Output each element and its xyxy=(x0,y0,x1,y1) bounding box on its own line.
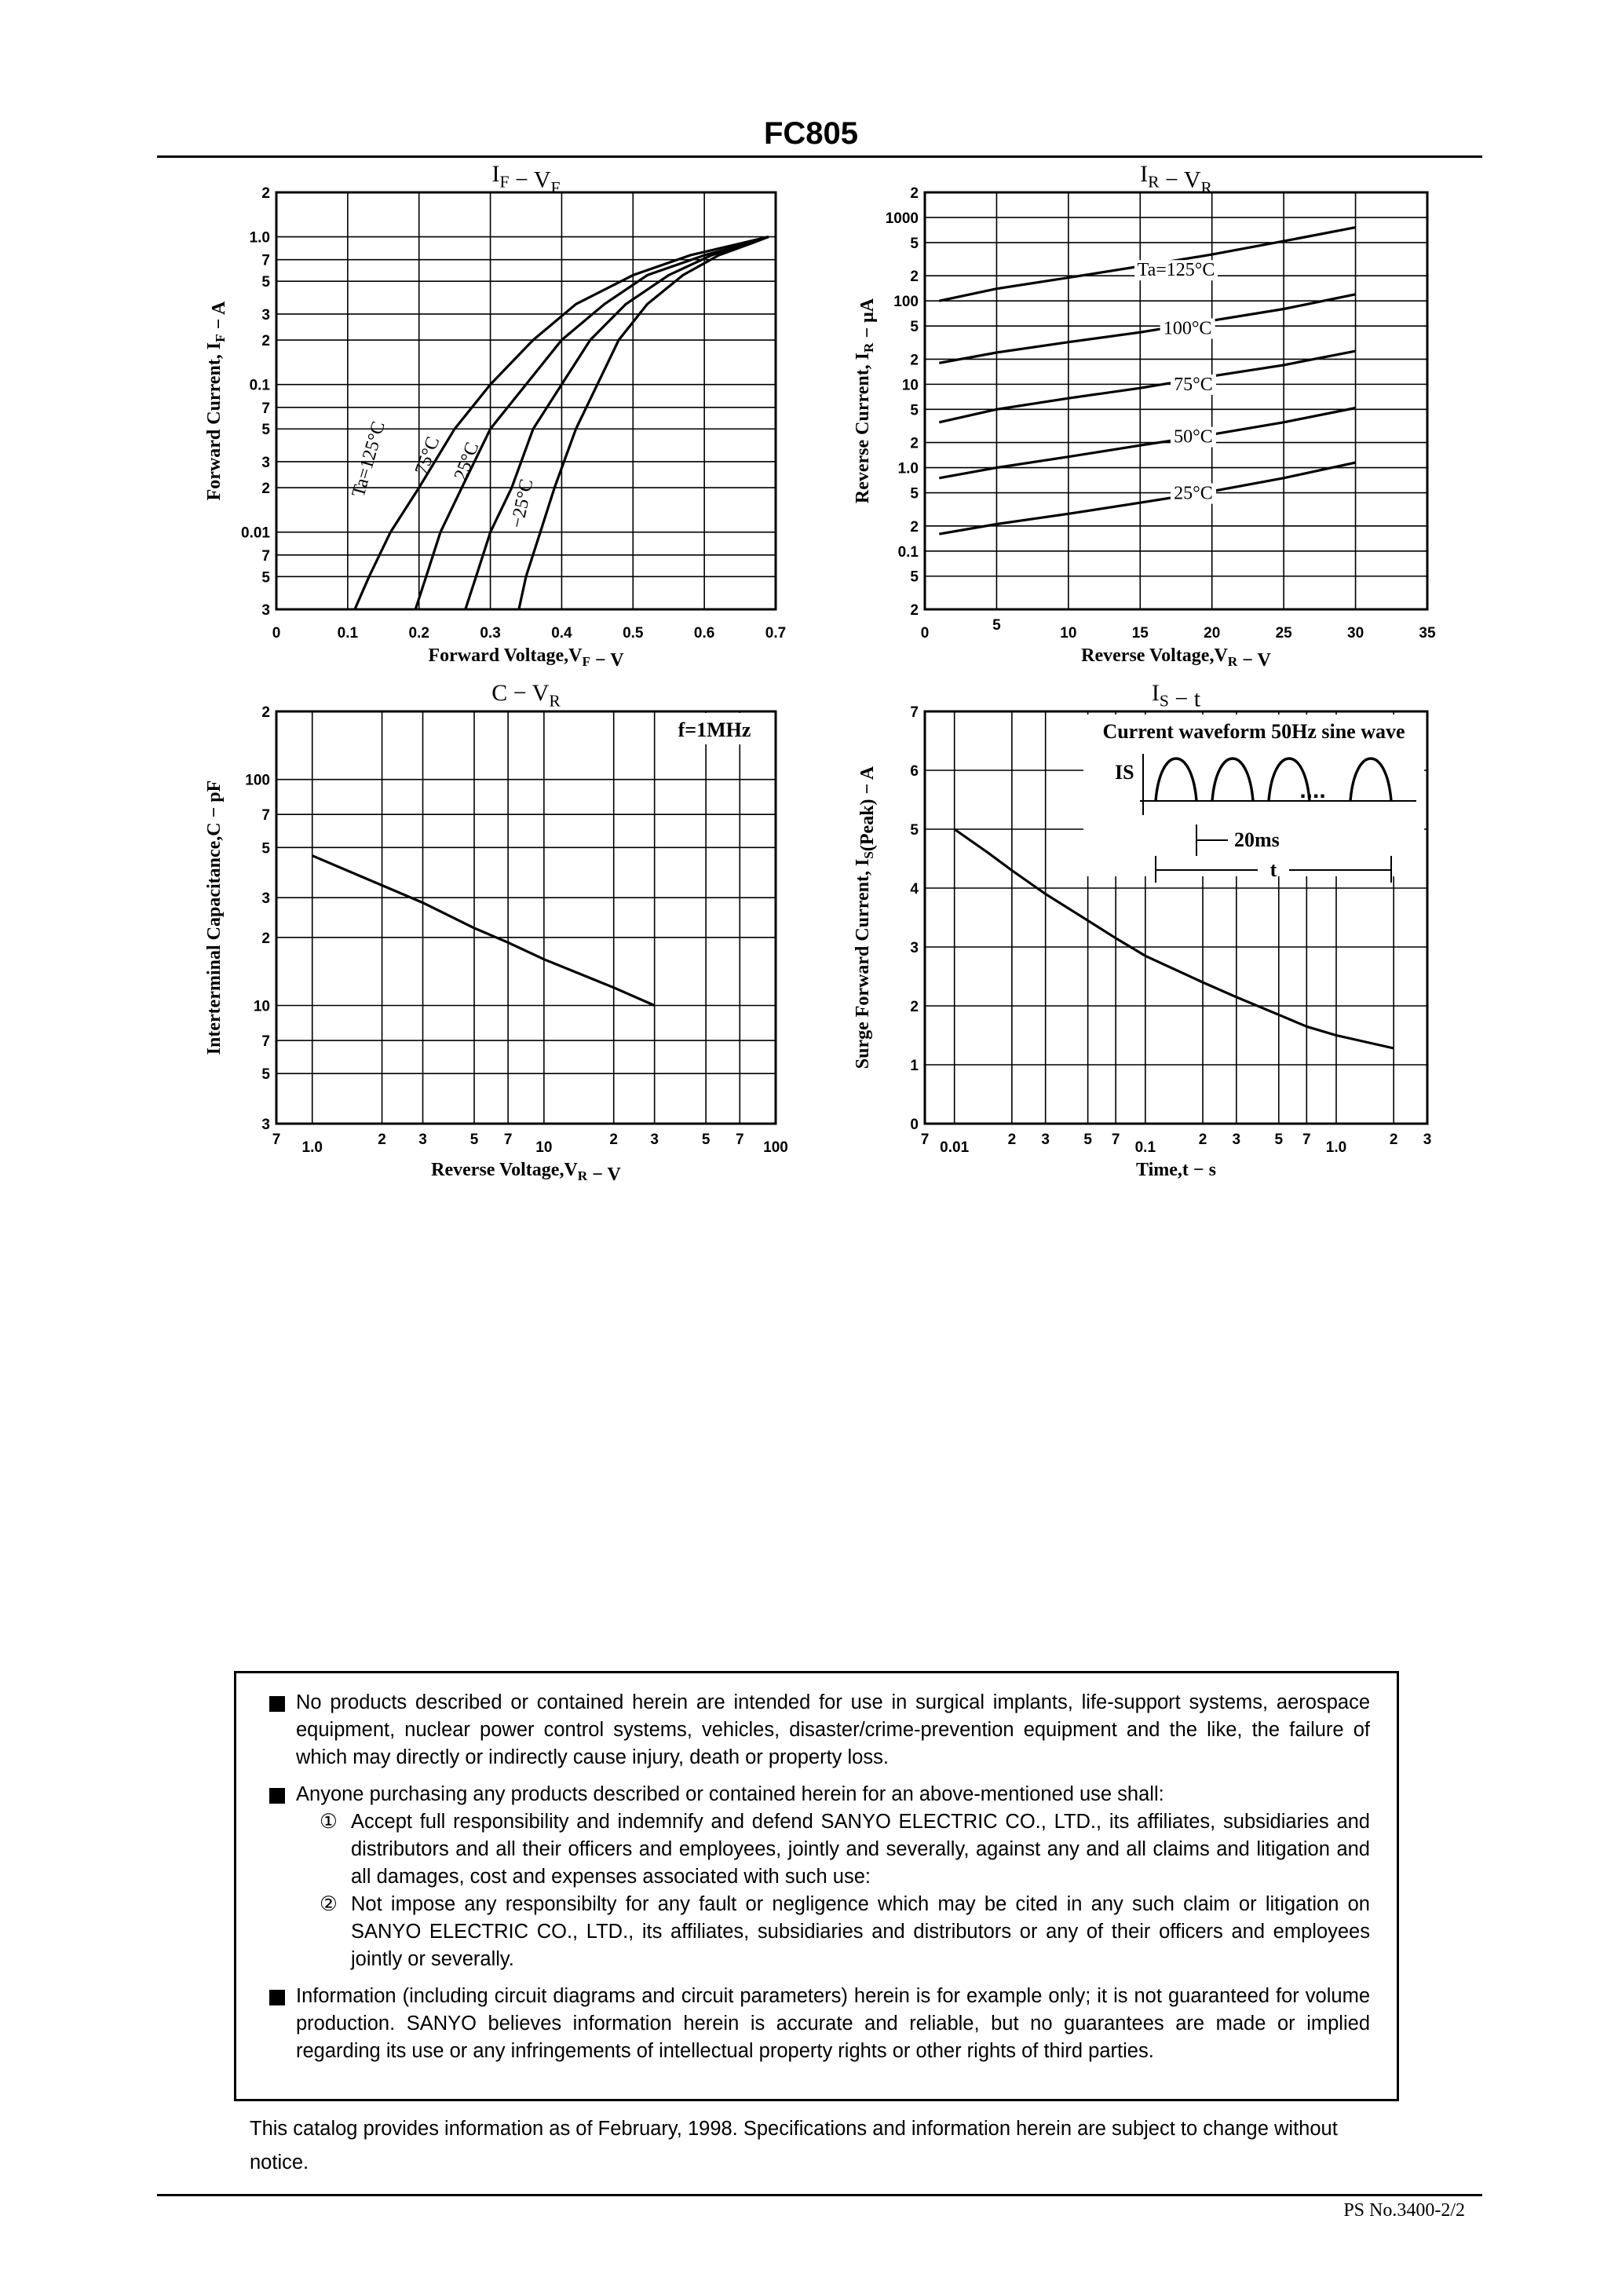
ir-vr-y-tick-label: 5 xyxy=(910,569,919,586)
if-vf-x-tick-label: 0.7 xyxy=(765,625,787,642)
is-t-y-axis-label: Surge Forward Current, $I_S(Peak) - A$ xyxy=(853,766,878,1069)
c-vr-chart-title: $C - V_R$ xyxy=(491,680,561,711)
c-vr-y-tick-label: 5 xyxy=(261,840,270,857)
if-vf-y-tick-label: 3 xyxy=(261,602,270,619)
ir-vr-x-tick-label: 0 xyxy=(920,625,930,642)
is-t-x-tick-label: 1.0 xyxy=(1325,1139,1347,1156)
if-vf-y-tick-label: 5 xyxy=(261,274,270,291)
c-vr-x-tick-label: 3 xyxy=(650,1132,659,1148)
if-vf-x-tick-label: 0.3 xyxy=(480,625,501,642)
ir-vr-series-label: Ta=125°C xyxy=(1137,260,1215,281)
is-t-x-tick-label: 2 xyxy=(1198,1132,1207,1148)
if-vf-x-axis-label: Forward $Voltage,V_F - V$ xyxy=(428,645,624,671)
is-t-x-tick-label: 3 xyxy=(1041,1132,1050,1148)
if-vf-y-tick-label: 5 xyxy=(261,422,270,439)
square-bullet-icon xyxy=(269,1696,285,1712)
ir-vr-y-tick-label: 1.0 xyxy=(897,460,919,477)
is-t-x-tick-label: 2 xyxy=(1007,1132,1017,1148)
catalog-date-note: This catalog provides information as of February, 1998. Specifications and information herein are subject to change without notice. xyxy=(250,2118,1338,2174)
ir-vr-series-line xyxy=(939,294,1355,364)
c-vr-y-axis-label: Interterminal Capacitance,C − pF xyxy=(204,780,225,1055)
if-vf-series-label: 25°C xyxy=(450,439,484,484)
disclaimer-text-1: No products described or contained herein are intended for use in surgical implants, life-support systems, aerospace equipment, nuclear power control systems, vehicles, disaster/crime-prevention equipment and the like, the failure of which may directly or indirectly cause injury, death or property loss. xyxy=(296,1691,1370,1768)
ir-vr-y-tick-label: 10 xyxy=(901,377,919,394)
if-vf-y-tick-label: 7 xyxy=(261,252,270,269)
ir-vr-series-label: 100°C xyxy=(1163,318,1212,339)
c-vr-x-tick-label: 7 xyxy=(735,1132,744,1148)
if-vf-y-tick-label: 0.1 xyxy=(249,377,270,394)
disclaimer-item-2 xyxy=(296,1891,1370,1973)
is-t-x-tick-label: 7 xyxy=(1302,1132,1311,1148)
if-vf-series-label: 75°C xyxy=(411,433,444,478)
ir-vr-y-tick-label: 5 xyxy=(910,235,919,252)
if-vf-series-label: Ta=125°C xyxy=(348,419,389,500)
c-vr-x-tick-label: 10 xyxy=(535,1139,553,1156)
ir-vr-y-tick-label: 2 xyxy=(910,352,919,369)
c-vr-y-tick-label: 5 xyxy=(261,1066,270,1084)
ir-vr-x-tick-label: 35 xyxy=(1419,625,1436,642)
ir-vr-x-tick-label: 20 xyxy=(1204,625,1221,642)
disclaimer-paragraph-2 xyxy=(269,1781,1370,1973)
c-vr-x-tick-label: 100 xyxy=(763,1139,788,1156)
disclaimer-text-3: Information (including circuit diagrams and circuit parameters) herein is for example only; it is not guaranteed for volume production. SANYO believes information herein is accurate and reliable, but no guarantees are made or implied regarding its use or any infringements of intellectual property rights or other rights of third parties. xyxy=(296,1985,1370,2062)
page-number: PS No.3400-2/2 xyxy=(1343,2200,1465,2221)
c-vr-y-tick-label: 2 xyxy=(261,704,270,721)
is-t-y-tick-label: 7 xyxy=(910,704,919,721)
c-vr-plot-frame xyxy=(276,711,776,1124)
t-label: t xyxy=(1269,858,1277,881)
ir-vr-y-axis-label: Reverse Current, $I_R - \mu A$ xyxy=(853,298,878,504)
is-t-y-tick-label: 3 xyxy=(910,940,919,956)
if-vf-x-tick-label: 0.1 xyxy=(337,625,359,642)
c-vr-x-tick-label: 7 xyxy=(272,1132,281,1148)
disclaimer-paragraph-3 xyxy=(269,1983,1370,2065)
if-vf-y-tick-label: 2 xyxy=(261,333,270,350)
ir-vr-plot-frame xyxy=(925,192,1427,609)
c-vr-x-tick-label: 5 xyxy=(469,1132,479,1148)
is-t-chart-title: $I_S - t$ xyxy=(1151,680,1201,712)
ir-vr-y-tick-label: 2 xyxy=(910,269,919,286)
c-vr-x-tick-label: 3 xyxy=(418,1132,427,1148)
is-marker-label: IS xyxy=(1115,761,1134,784)
ir-vr-y-tick-label: 5 xyxy=(910,485,919,503)
if-vf-plot-frame xyxy=(276,192,776,609)
disclaimer-box xyxy=(234,1671,1399,2101)
is-t-x-axis-label: Time,t − s xyxy=(1136,1160,1216,1180)
c-vr-y-tick-label: 100 xyxy=(245,772,270,789)
is-t-x-tick-label: 5 xyxy=(1274,1132,1284,1148)
if-vf-series-line xyxy=(415,237,769,609)
ir-vr-y-tick-label: 2 xyxy=(910,185,919,202)
c-vr-y-tick-label: 7 xyxy=(261,1033,270,1051)
if-vf-chart-title: $I_F - V_F$ xyxy=(491,161,561,197)
ir-vr-x-tick-label: 10 xyxy=(1060,625,1077,642)
if-vf-x-tick-label: 0.5 xyxy=(623,625,644,642)
if-vf-x-tick-label: 0 xyxy=(272,625,281,642)
square-bullet-icon xyxy=(269,1788,285,1804)
disclaimer-item-2-text: Not impose any responsibilty for any fault or negligence which may be cited in any such claim or litigation on SANYO ELECTRIC CO., LTD., its affiliates, subsidiaries and distributors or any of their officers and employees jointly or severally. xyxy=(351,1893,1370,1970)
ir-vr-series-label: 50°C xyxy=(1174,426,1213,448)
square-bullet-icon xyxy=(269,1990,285,2005)
is-t-x-tick-label: 7 xyxy=(1111,1132,1120,1148)
if-vf-series-label: −25°C xyxy=(506,477,538,530)
if-vf-x-tick-label: 0.2 xyxy=(408,625,429,642)
is-t-y-tick-label: 2 xyxy=(910,999,919,1015)
is-t-x-tick-label: 5 xyxy=(1083,1132,1092,1148)
ir-vr-chart-title: $I_R - V_R$ xyxy=(1140,161,1212,197)
if-vf-y-tick-label: 1.0 xyxy=(249,229,270,247)
disclaimer-text-2: Anyone purchasing any products described or contained herein for an above-mentioned use shall: xyxy=(296,1783,1164,1805)
c-vr-y-tick-label: 3 xyxy=(261,1117,270,1133)
ir-vr-y-tick-label: 5 xyxy=(910,319,919,336)
is-t-y-tick-label: 4 xyxy=(910,881,919,898)
if-vf-y-tick-label: 0.01 xyxy=(241,525,270,542)
ir-vr-series-line xyxy=(939,351,1355,422)
if-vf-y-tick-label: 3 xyxy=(261,306,270,324)
is-t-x-tick-label: 0.01 xyxy=(940,1139,970,1156)
is-t-y-tick-label: 5 xyxy=(910,822,919,839)
ir-vr-series-line xyxy=(939,462,1355,534)
is-t-x-tick-label: 3 xyxy=(1423,1132,1432,1148)
ir-vr-x-tick-label: 25 xyxy=(1275,625,1292,642)
is-t-x-tick-label: 0.1 xyxy=(1134,1139,1156,1156)
c-vr-x-tick-label: 2 xyxy=(378,1132,386,1148)
c-vr-y-tick-label: 2 xyxy=(261,930,270,947)
period-label: 20ms xyxy=(1234,828,1280,851)
if-vf-y-tick-label: 7 xyxy=(261,400,270,417)
ir-vr-y-tick-label: 5 xyxy=(910,402,919,419)
if-vf-y-tick-label: 2 xyxy=(261,185,270,202)
c-vr-y-tick-label: 3 xyxy=(261,890,270,908)
document-title: FC805 xyxy=(763,116,859,151)
waveform-inset-title: Current waveform 50Hz sine wave xyxy=(1102,720,1405,743)
disclaimer-item-1 xyxy=(296,1808,1370,1891)
if-vf-y-tick-label: 3 xyxy=(261,454,270,471)
ir-vr-x-tick-label: 5 xyxy=(992,617,1001,634)
ir-vr-y-tick-label: 1000 xyxy=(885,210,919,227)
if-vf-series-line xyxy=(466,237,769,609)
if-vf-x-tick-label: 0.4 xyxy=(551,625,572,642)
c-vr-frequency-annotation: f=1MHz xyxy=(678,718,751,741)
if-vf-x-tick-label: 0.6 xyxy=(693,625,715,642)
ir-vr-y-tick-label: 100 xyxy=(893,294,919,311)
c-vr-y-tick-label: 10 xyxy=(253,998,270,1015)
c-vr-series-line xyxy=(312,856,655,1006)
ir-vr-y-tick-label: 2 xyxy=(910,602,919,619)
ir-vr-x-tick-label: 15 xyxy=(1131,625,1149,642)
is-t-y-tick-label: 1 xyxy=(910,1058,919,1074)
c-vr-x-tick-label: 2 xyxy=(609,1132,618,1148)
ir-vr-y-tick-label: 0.1 xyxy=(897,543,919,561)
c-vr-x-tick-label: 5 xyxy=(701,1132,711,1148)
ir-vr-y-tick-label: 2 xyxy=(910,518,919,536)
ir-vr-series-label: 25°C xyxy=(1174,483,1213,504)
footer-rule xyxy=(157,2194,1482,2196)
if-vf-y-tick-label: 2 xyxy=(261,481,270,498)
ir-vr-y-tick-label: 2 xyxy=(910,435,919,452)
is-t-x-tick-label: 3 xyxy=(1232,1132,1241,1148)
if-vf-y-tick-label: 7 xyxy=(261,547,270,565)
c-vr-y-tick-label: 7 xyxy=(261,807,270,824)
disclaimer-item-1-text: Accept full responsibility and indemnify and defend SANYO ELECTRIC CO., LTD., its affiliates, subsidiaries and distributors and all their officers and employees, jointly and severally, against any and all claims and litigation and all damages, cost and expenses associated with such use: xyxy=(351,1811,1370,1888)
ir-vr-series-label: 75°C xyxy=(1174,374,1213,395)
if-vf-y-tick-label: 5 xyxy=(261,569,270,587)
ir-vr-x-axis-label: Reverse $Voltage,V_R - V$ xyxy=(1081,645,1271,671)
ir-vr-x-tick-label: 30 xyxy=(1347,625,1364,642)
item-number-2: ② xyxy=(320,1893,338,1915)
disclaimer-paragraph-1 xyxy=(269,1689,1370,1771)
is-t-x-tick-label: 7 xyxy=(920,1132,930,1148)
is-t-y-tick-label: 0 xyxy=(910,1117,919,1133)
c-vr-x-tick-label: 1.0 xyxy=(301,1139,323,1156)
if-vf-y-axis-label: Forward Current, $I_F - A$ xyxy=(204,301,229,501)
item-number-1: ① xyxy=(320,1811,338,1833)
is-t-x-tick-label: 2 xyxy=(1389,1132,1398,1148)
c-vr-x-tick-label: 7 xyxy=(503,1132,513,1148)
is-t-y-tick-label: 6 xyxy=(910,763,919,780)
waveform-ellipsis: .... xyxy=(1299,777,1326,803)
c-vr-x-axis-label: Reverse $Voltage,V_R - V$ xyxy=(431,1160,621,1185)
